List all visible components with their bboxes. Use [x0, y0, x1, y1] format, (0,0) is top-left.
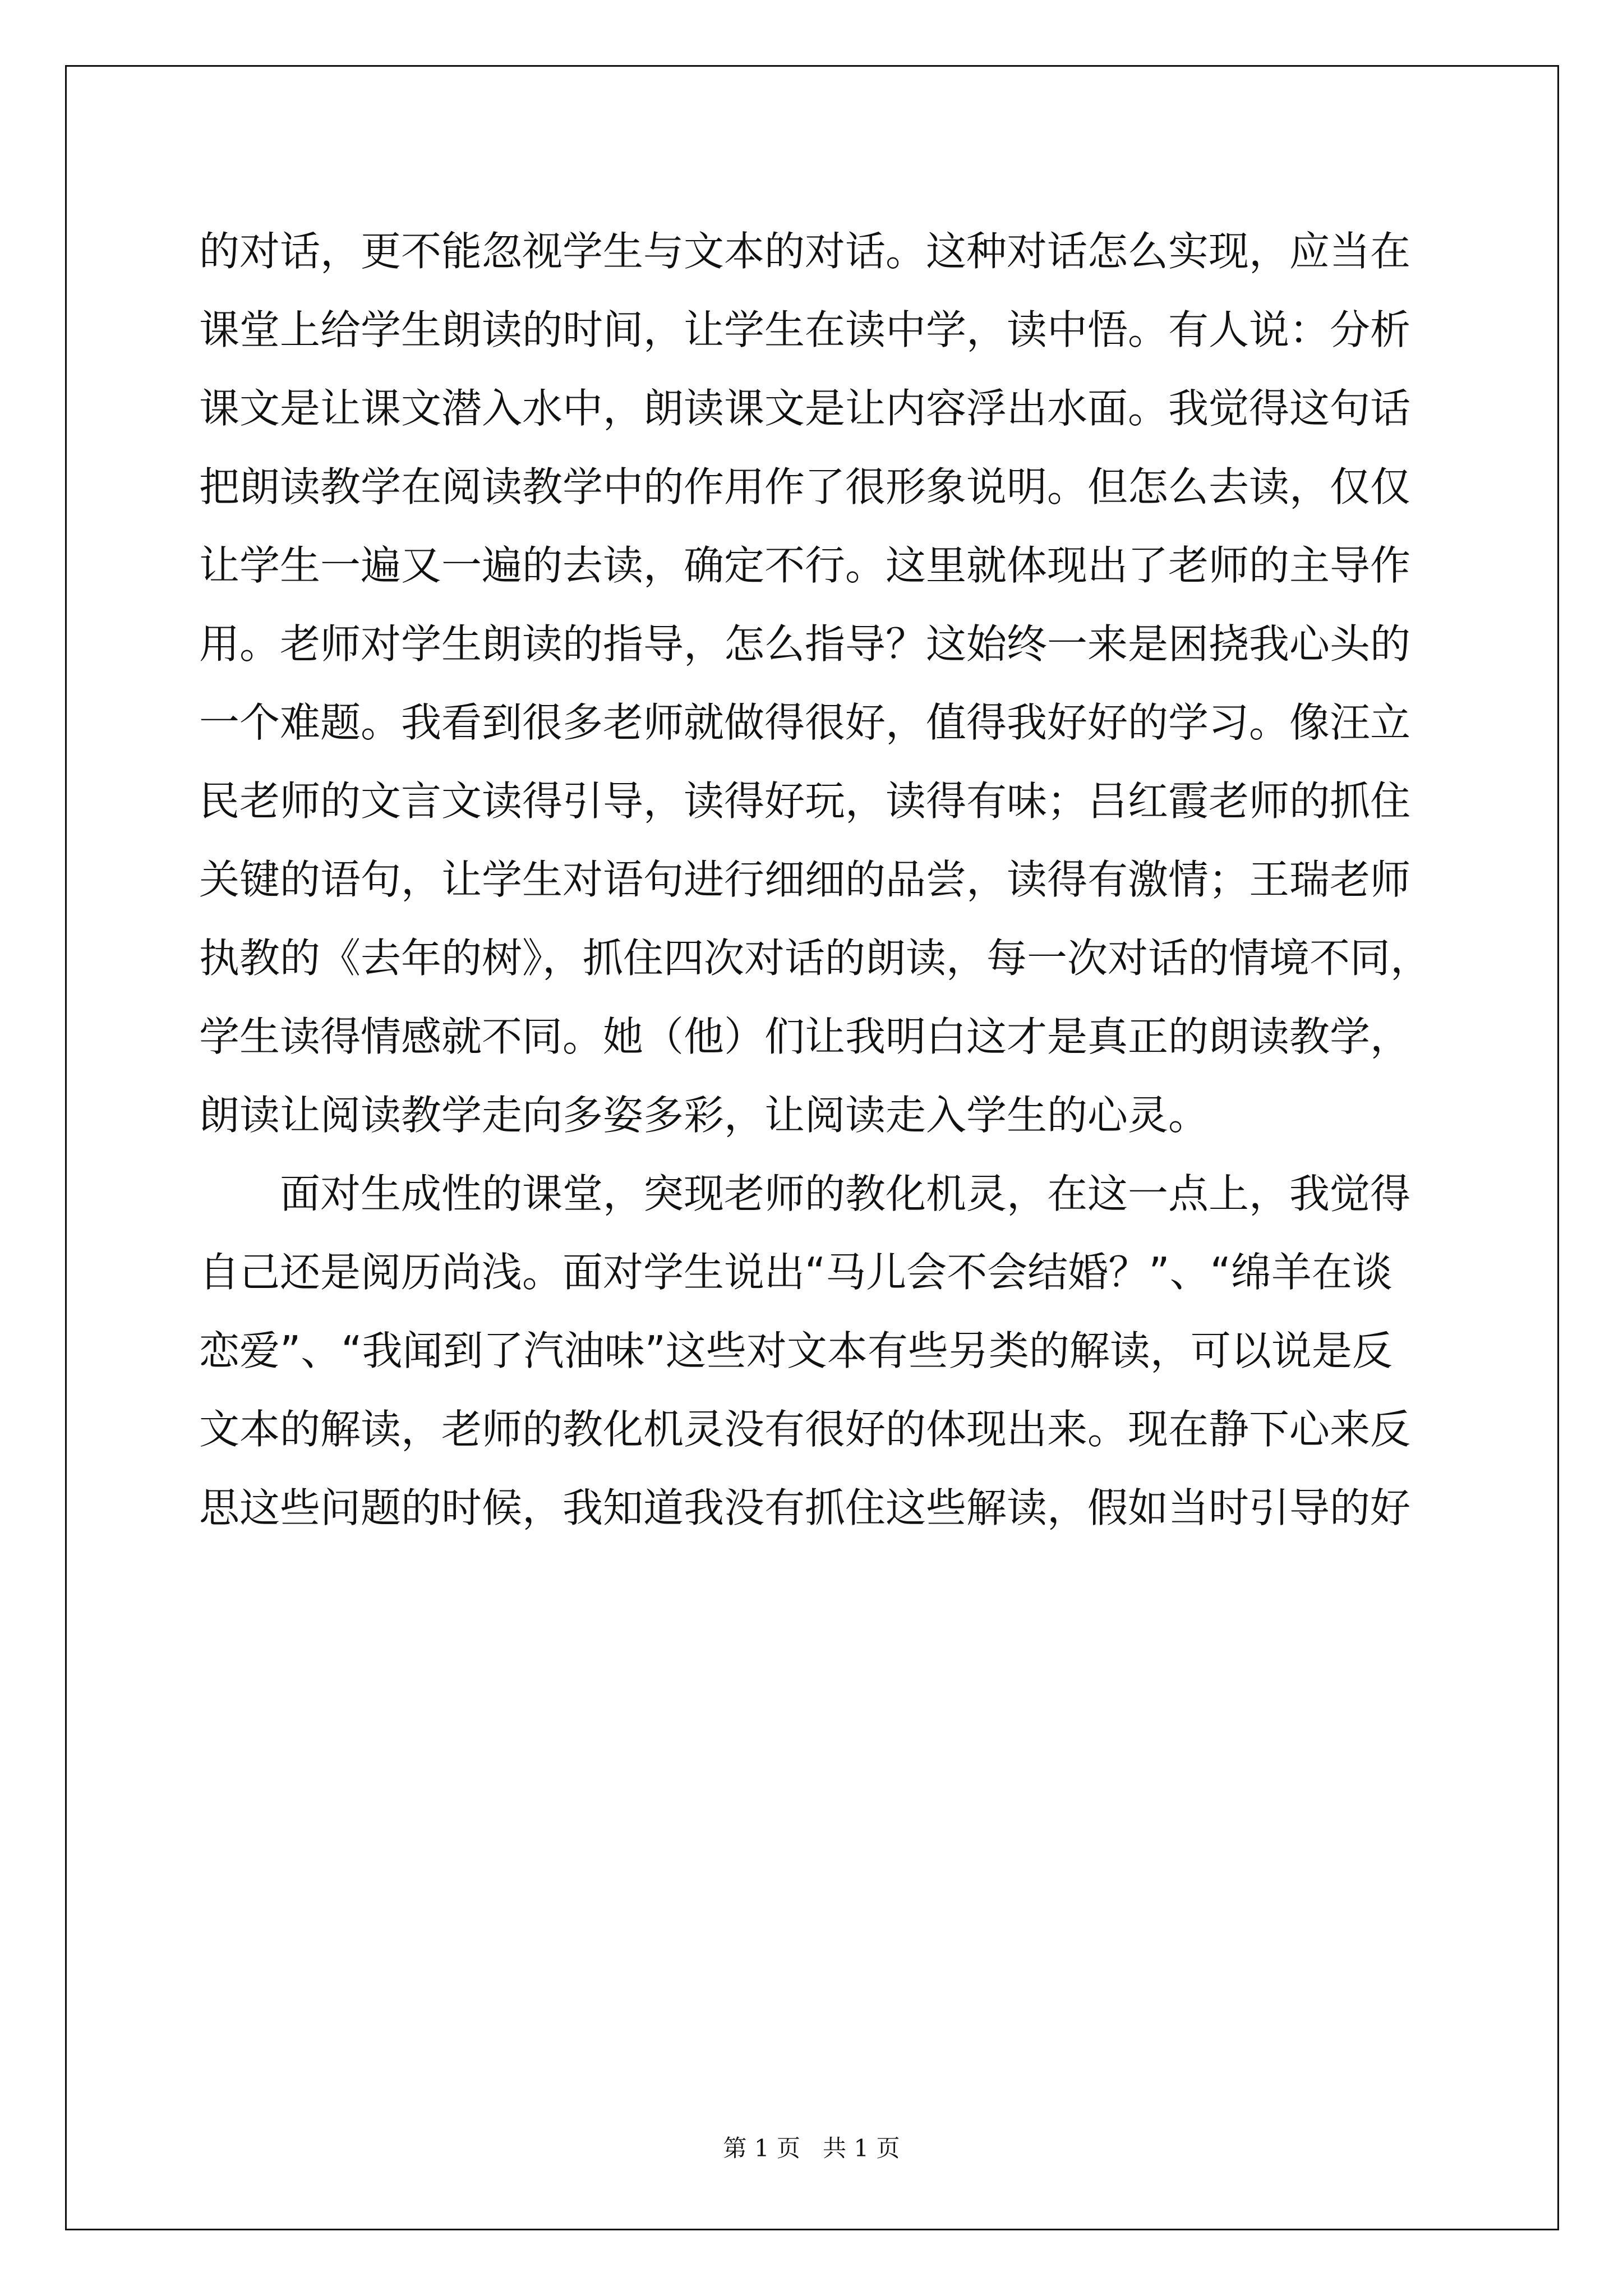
text-line: 课文是让课文潜入水中，朗读课文是让内容浮出水面。我觉得这句话 — [199, 385, 1411, 432]
text-line: 恋爱”、“我闻到了汽油味”这些对文本有些另类的解读，可以说是反 — [199, 1327, 1393, 1374]
page-number-footer: 第 1 页 共 1 页 — [723, 2134, 900, 2162]
text-line: 让学生一遍又一遍的去读，确定不行。这里就体现出了老师的主导作 — [199, 542, 1411, 589]
text-line: 课堂上给学生朗读的时间，让学生在读中学，读中悟。有人说：分析 — [199, 306, 1411, 353]
text-line: 一个难题。我看到很多老师就做得很好，值得我好好的学习。像汪立 — [199, 699, 1411, 746]
text-line: 文本的解读，老师的教化机灵没有很好的体现出来。现在静下心来反 — [199, 1406, 1411, 1453]
text-line: 学生读得情感就不同。她（他）们让我明白这才是真正的朗读教学， — [199, 1013, 1411, 1060]
text-line: 用。老师对学生朗读的指导，怎么指导？这始终一来是困挠我心头的 — [199, 620, 1411, 668]
text-line-indented: 面对生成性的课堂，突现老师的教化机灵，在这一点上，我觉得 — [280, 1170, 1411, 1217]
text-line: 民老师的文言文读得引导，读得好玩，读得有味；吕红霞老师的抓住 — [199, 777, 1411, 825]
text-line: 关键的语句，让学生对语句进行细细的品尝，读得有激情；王瑞老师 — [199, 856, 1411, 903]
text-line: 自己还是阅历尚浅。面对学生说出“马儿会不会结婚？”、“绵羊在谈 — [199, 1249, 1393, 1296]
text-line: 执教的《去年的树》，抓住四次对话的朗读，每一次对话的情境不同， — [199, 935, 1431, 982]
text-line: 思这些问题的时候，我知道我没有抓住这些解读，假如当时引导的好 — [199, 1484, 1411, 1531]
text-line: 朗读让阅读教学走向多姿多彩，让阅读走入学生的心灵。 — [199, 1092, 1209, 1139]
text-line: 的对话，更不能忽视学生与文本的对话。这种对话怎么实现，应当在 — [199, 228, 1411, 275]
text-line: 把朗读教学在阅读教学中的作用作了很形象说明。但怎么去读，仅仅 — [199, 463, 1411, 510]
